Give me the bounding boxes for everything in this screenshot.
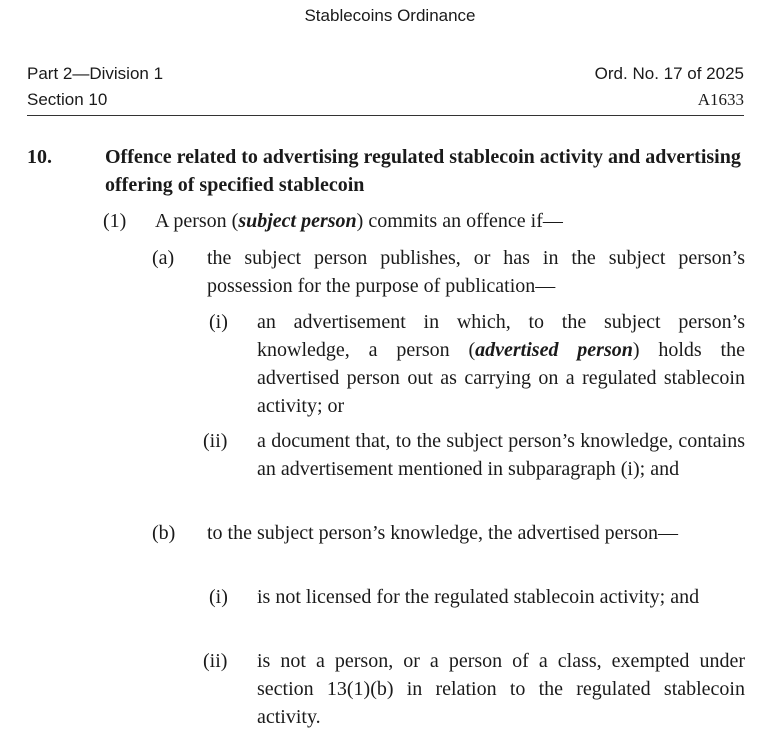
defined-term-subject-person: subject person bbox=[238, 210, 357, 232]
text-fragment: an advertisement in which, to the subject person’s knowledge, a person ( bbox=[257, 311, 745, 361]
text-fragment: ) commits an offence if— bbox=[356, 210, 563, 232]
section-ref-label: Section 10 bbox=[27, 90, 108, 109]
header-divider bbox=[27, 115, 744, 116]
subsection-1-text bbox=[155, 207, 745, 235]
page-number: A1633 bbox=[697, 90, 744, 109]
subparagraph-a-i-text bbox=[257, 308, 745, 420]
defined-term-advertised-person: advertised person bbox=[475, 339, 633, 361]
section-heading: Offence related to advertising regulated stablecoin activity and advertising offering of specified stablecoin bbox=[105, 146, 741, 196]
text-fragment: ) holds the advertised person out as carrying on a regulated stablecoin activity; or bbox=[257, 339, 745, 417]
subparagraph-a-ii-label: (ii) bbox=[203, 430, 228, 452]
subparagraph-b-i-label: (i) bbox=[209, 586, 228, 608]
ordinance-number: Ord. No. 17 of 2025 bbox=[594, 64, 744, 83]
section-number: 10. bbox=[27, 146, 52, 168]
subparagraph-b-ii-text: is not a person, or a person of a class, exempted under section 13(1)(b) in relation to the regulated stablecoin activity. bbox=[257, 650, 745, 728]
paragraph-a-text: the subject person publishes, or has in the subject person’s possession for the purpose of publication— bbox=[207, 247, 745, 297]
paragraph-a-label: (a) bbox=[152, 247, 175, 269]
subparagraph-a-i-label: (i) bbox=[209, 311, 228, 333]
subparagraph-b-ii-label: (ii) bbox=[203, 650, 228, 672]
part-division-label: Part 2—Division 1 bbox=[27, 64, 164, 83]
running-title: Stablecoins Ordinance bbox=[304, 6, 476, 25]
text-fragment: A person ( bbox=[155, 210, 239, 232]
subparagraph-b-i-text: is not licensed for the regulated stablecoin activity; and bbox=[257, 586, 700, 608]
subsection-1-label: (1) bbox=[103, 210, 127, 232]
paragraph-b-text: to the subject person’s knowledge, the advertised person— bbox=[207, 522, 678, 544]
subparagraph-a-ii-text: a document that, to the subject person’s knowledge, contains an advertisement mentioned in subparagraph (i); and bbox=[257, 430, 745, 480]
paragraph-b-label: (b) bbox=[152, 522, 176, 544]
